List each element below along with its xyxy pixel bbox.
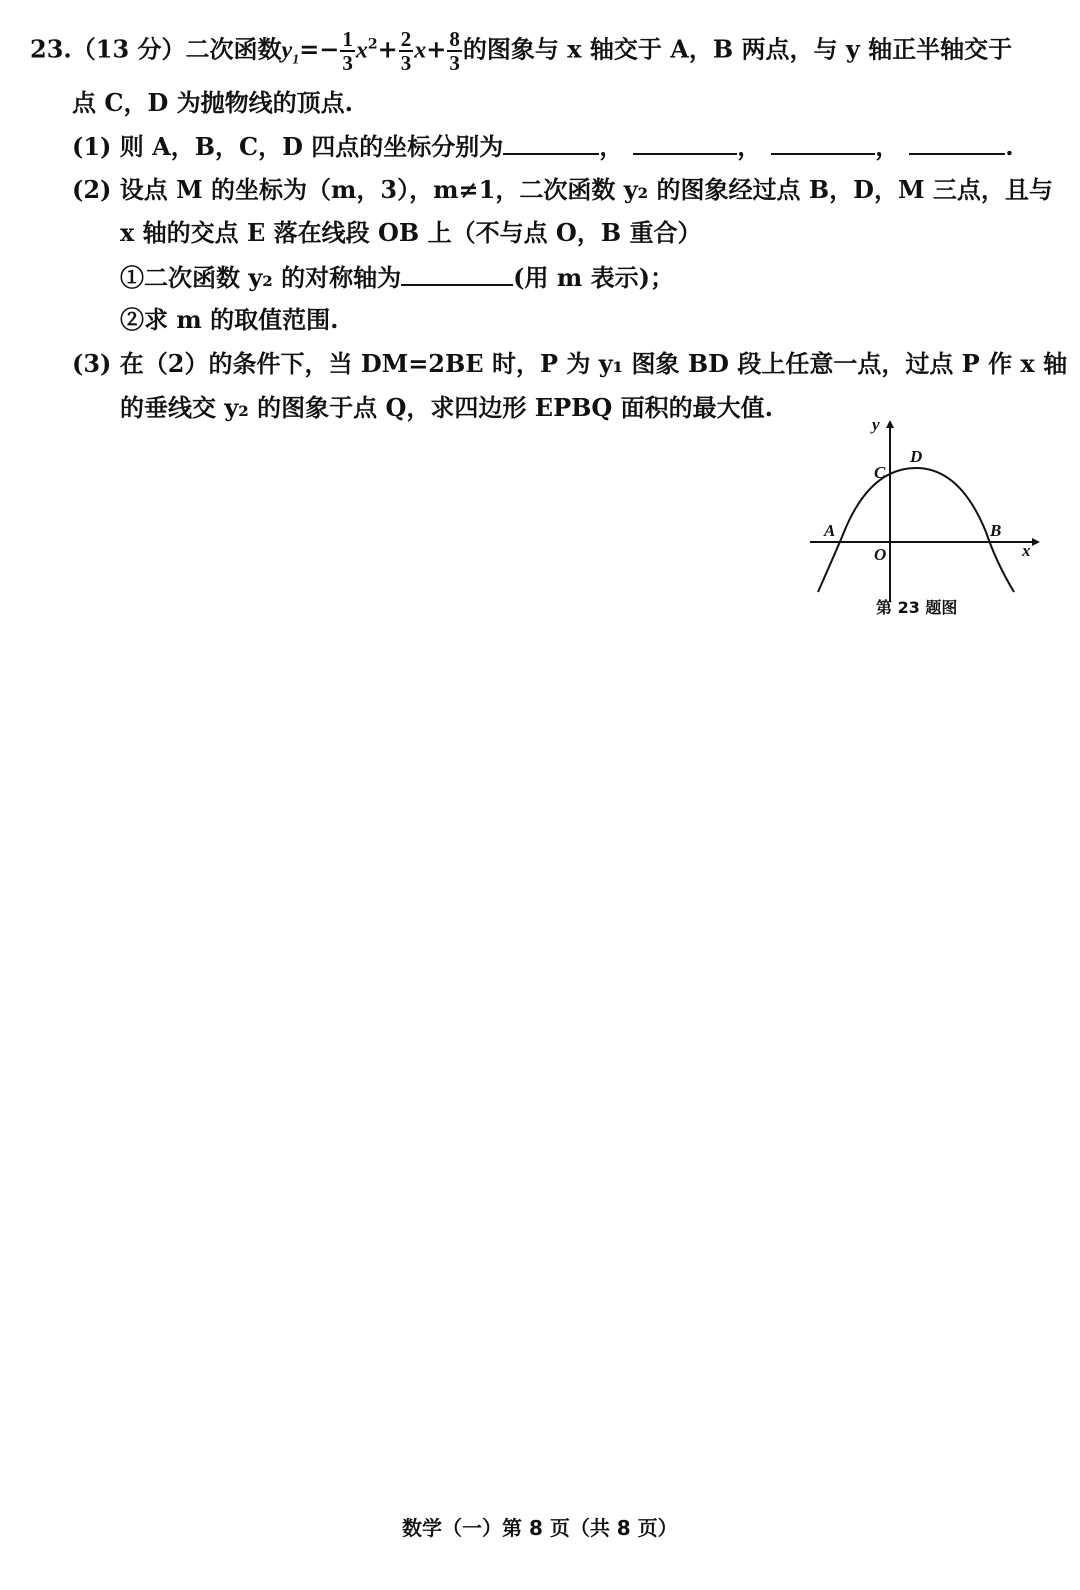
page-footer: 数学（一）第 8 页（共 8 页） [402,1516,678,1540]
part1-sep3: ， [875,132,900,161]
part3-line1: (3) 在（2）的条件下，当 DM=2BE 时，P 为 y₁ 图象 BD 段上任意一点，过点 P 作 x 轴 [72,349,1068,378]
y1-subscript: 1 [292,52,300,68]
x-squared-exponent: 2 [367,36,378,53]
part1-end: . [1005,132,1014,161]
figure-caption: 第 23 题图 [876,598,958,617]
part2-sub1 [120,262,674,293]
point-C-label: C [874,463,886,482]
fraction-8-3: $\frac{8}{3}$ [449,27,460,75]
x-axis-label: x [1022,541,1031,560]
y1-symbol: y [281,37,293,64]
answer-blank-D[interactable] [909,131,1005,155]
question-points: （13 分） [71,34,186,64]
equals-minus: =− [299,34,340,64]
stem-rest: 的图象与 x 轴交于 A，B 两点，与 y 轴正半轴交于 [462,34,1013,64]
part2-line2: x 轴的交点 E 落在线段 OB 上（不与点 O，B 重合） [120,218,702,247]
answer-blank-A[interactable] [503,131,599,155]
part1-sep2: ， [737,132,762,161]
part2-sub1-suffix: (用 m 表示)； [513,263,674,292]
part3-line2: 的垂线交 y₂ 的图象于点 Q，求四边形 EPBQ 面积的最大值. [120,393,774,422]
plus-sign-2: + [426,34,447,64]
question-stem-line2: 点 C，D 为抛物线的顶点. [72,88,353,117]
part2-sub2: ②求 m 的取值范围. [120,305,339,334]
part2-line1: (2) 设点 M 的坐标为（m，3），m≠1，二次函数 y₂ 的图象经过点 B，D，M 三点，且与 [72,175,1053,204]
x-symbol: x [414,37,427,64]
question-stem-line1 [30,28,1012,74]
part1-line [72,131,1014,162]
plus-sign-1: + [377,34,398,64]
fraction-1-3: $\frac{1}{3}$ [342,27,353,75]
point-D-label: D [910,447,923,466]
point-A-label: A [824,521,836,540]
answer-blank-C[interactable] [771,131,875,155]
origin-label: O [874,545,887,564]
answer-blank-B[interactable] [633,131,737,155]
x-squared-symbol: x [355,37,368,64]
fraction-2-3: $\frac{2}{3}$ [400,27,412,75]
stem-intro: 二次函数 [185,34,282,64]
point-B-label: B [990,521,1002,540]
question-number: 23. [30,34,72,64]
part1-sep1: ， [599,132,624,161]
y-axis-label: y [872,415,880,434]
part2-sub1-prefix: ①二次函数 y₂ 的对称轴为 [120,263,402,292]
part1-label: (1) 则 A，B，C，D 四点的坐标分别为 [72,132,504,161]
answer-blank-axis[interactable] [401,262,513,286]
parabola-curve [818,468,1014,592]
